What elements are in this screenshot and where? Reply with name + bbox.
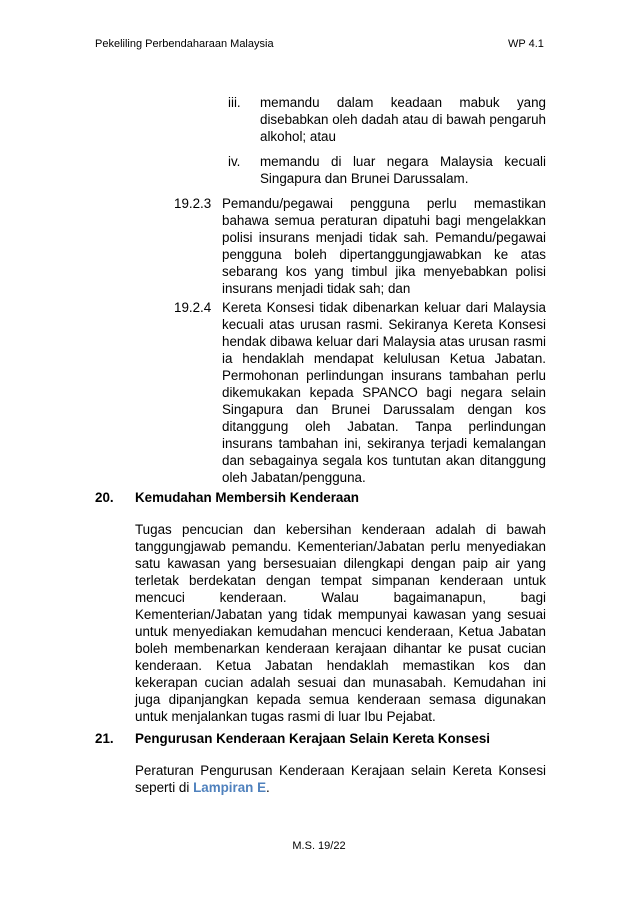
clause-number: 19.2.3	[174, 196, 212, 211]
section-title: Pengurusan Kenderaan Kerajaan Selain Kereta Konsesi	[135, 731, 490, 746]
item-text: memandu di luar negara Malaysia kecuali Singapura dan Brunei Darussalam.	[260, 154, 546, 186]
clause-number: 19.2.4	[174, 300, 212, 315]
section-title: Kemudahan Membersih Kenderaan	[135, 490, 359, 505]
section-number: 20.	[95, 490, 114, 505]
section-body	[135, 762, 546, 796]
header-title: Pekeliling Perbendaharaan Malaysia	[95, 38, 274, 50]
header-doc-code: WP 4.1	[508, 38, 544, 50]
section-number: 21.	[95, 731, 114, 746]
clause-text: Kereta Konsesi tidak dibenarkan keluar dari Malaysia kecuali atas urusan rasmi. Sekiranya Kereta Konsesi hendak dibawa keluar dari Malaysia atas urusan rasmi ia hendaklah mendapat kelulusan Ketua Jabatan. Permohonan perlindungan insurans tambahan perlu dikemukakan kepada SPANCO bagi negara selain Singapura dan Brunei Darussalam dengan kos ditanggung oleh Jabatan. Tanpa perlindungan insurans tambahan ini, sekiranya terjadi kemalangan dan sebagainya segala kos tuntutan akan ditanggung oleh Jabatan/pengguna.	[222, 300, 546, 485]
page-number: M.S. 19/22	[292, 840, 346, 852]
section-body-end: .	[266, 780, 270, 795]
item-text: memandu dalam keadaan mabuk yang disebabkan oleh dadah atau di bawah pengaruh alkohol; atau	[260, 95, 546, 144]
section-body: Tugas pencucian dan kebersihan kenderaan adalah di bawah tanggungjawab pemandu. Kementerian/Jabatan perlu menyediakan satu kawasan yang bersesuaian dilengkapi dengan paip air yang terletak berdekatan dengan tempat simpanan kenderaan untuk mencuci kenderaan. Walau bagaimanapun, bagi Kementerian/Jabatan yang tidak mempunyai kawasan yang sesuai untuk menyediakan kemudahan mencuci kenderaan, Ketua Jabatan boleh membenarkan kenderaan kerajaan dihantar ke pusat cucian kenderaan. Ketua Jabatan hendaklah memastikan kos dan kekerapan cucian adalah sesuai dan munasabah. Kemudahan ini juga dipanjangkan kepada semua kenderaan semasa digunakan untuk menjalankan tugas rasmi di luar Ibu Pejabat.	[135, 522, 546, 724]
item-number: iii.	[228, 95, 241, 110]
lampiran-e-link[interactable]: Lampiran E	[193, 780, 267, 795]
item-number: iv.	[228, 154, 241, 169]
clause-text: Pemandu/pegawai pengguna perlu memastikan bahawa semua peraturan dipatuhi bagi mengelakkan polisi insurans menjadi tidak sah. Pemandu/pegawai pengguna boleh dipertanggungjawabkan ke atas sebarang kos yang timbul jika menyebabkan polisi insurans menjadi tidak sah; dan	[222, 196, 546, 296]
section-body-text: Peraturan Pengurusan Kenderaan Kerajaan selain Kereta Konsesi seperti di	[135, 763, 546, 795]
